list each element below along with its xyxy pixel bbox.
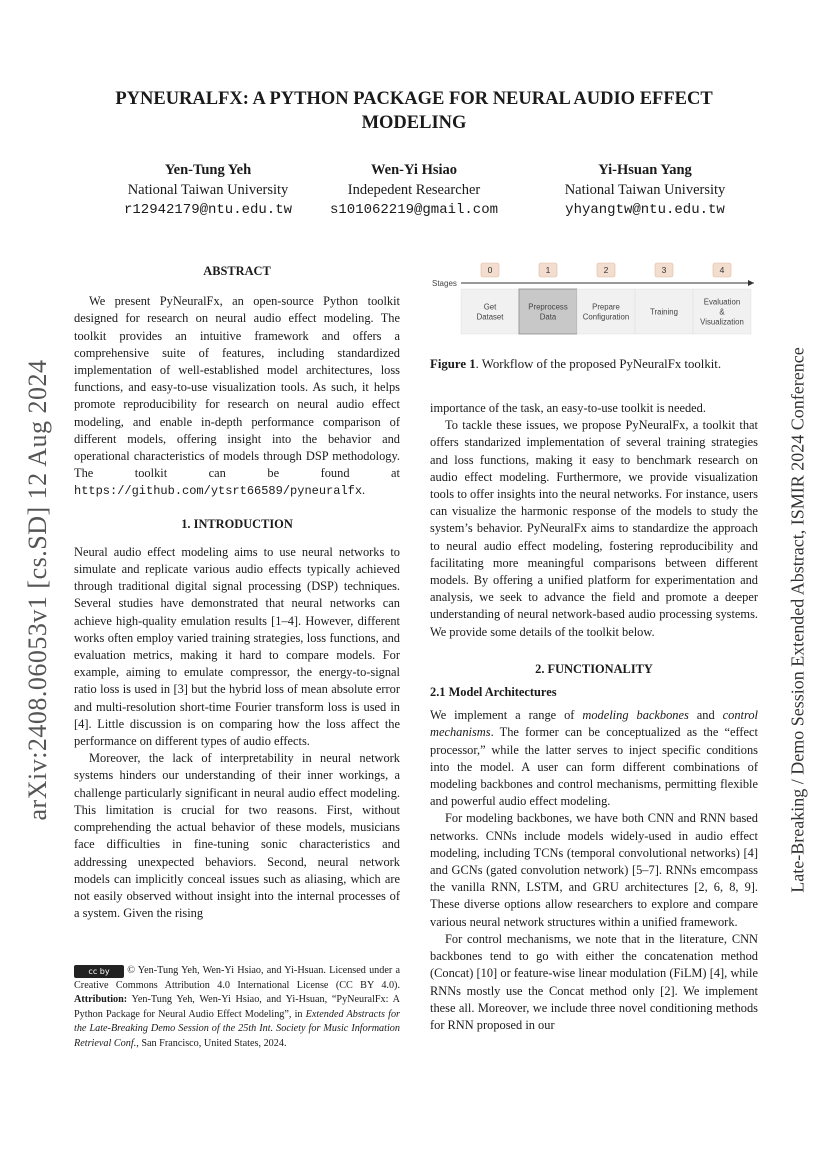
stage-2-label: Prepare Configuration <box>582 302 630 322</box>
intro-paragraph-2: Moreover, the lack of interpretability in neural network systems hinders our understanding of their inner workings, a challenge particularly significant in neural audio effect modeling. This limitation is crucial for two reasons. First, without comprehending the actual behavior of these models, musicians face difficulties in fine-tuning sonic characteristics and addressing unexpected behaviors. Second, neural network models can implicitly conceal issues such as aliasing, which are not easily observed without insight into the internal processes of a system. Given the rising <box>74 751 400 921</box>
stage-0-label: Get Dataset <box>476 302 504 322</box>
functionality-paragraph-2: For modeling backbones, we have both CNN and RNN based networks. CNNs include models widely-used in audio effect modeling, including TCNs (temporal convolutional networks) [4] and GCNs (gated convolution network) [5–7]. RNNs emcompass the vanilla RNN, LSTM, and GRU architectures [2, 6, 8, 9]. These diverse options allow researchers to explore and compare various neural network structures within a unified framework. <box>430 811 758 929</box>
paper-title: PYNEURALFX: A PYTHON PACKAGE FOR NEURAL AUDIO EFFECT MODELING <box>115 89 713 133</box>
cc-by-badge[interactable]: cc by <box>74 965 124 978</box>
stage-0-number: 0 <box>487 265 493 275</box>
stage-group <box>461 263 751 334</box>
workflow-figure <box>428 256 758 341</box>
functionality-paragraph-3: For control mechanisms, we note that in the literature, CNN backbones tend to go with either the concatenation method (Concat) [10] or feature-wise linear modulation (FiLM) [4], while RNNs mostly use the Concat method only [2]. We implement these all. Moreover, we include three novel conditioning methods for RNN proposed in our <box>430 931 758 1032</box>
stage-0-box <box>461 289 519 334</box>
stage-1-number: 1 <box>545 265 551 275</box>
github-link[interactable]: https://github.com/ytsrt66589/pyneuralfx <box>74 484 363 499</box>
venue-note: Late-Breaking / Demo Session Extended Abstract, ISMIR 2024 Conference <box>787 347 808 893</box>
author-email: s101062219@gmail.com <box>329 202 499 218</box>
stage-3-number: 3 <box>661 265 667 275</box>
workflow-diagram <box>428 256 758 341</box>
author-email: yhyangtw@ntu.edu.tw <box>565 202 725 218</box>
stage-3-label: Training <box>650 307 678 317</box>
stages-axis-label: Stages <box>432 279 457 288</box>
license-footnote: cc by © Yen-Tung Yeh, Wen-Yi Hsiao, and Yi-Hsuan. Licensed under a Creative Commons Attribution 4.0 International License (CC BY 4.0). Attribution: Yen-Tung Yeh, Wen-Yi Hsiao, and Yi-Hsuan, “PyNeuralFx: A Python Package for Neural Audio Effect Modeling”, in Extended Abstracts for the Late-Breaking Demo Session of the 25th Int. Society for Music Information Retrieval Conf., San Francisco, United States, 2024. <box>74 965 401 1049</box>
functionality-heading: 2. FUNCTIONALITY <box>535 661 653 676</box>
intro-paragraph-1: Neural audio effect modeling aims to use neural networks to simulate and replicate various audio effects typically achieved through traditional digital signal processing (DSP) techniques. Several studies have demonstrated that neural networks can achieve high-quality emulation results [1–4]. However, different works often employ varied training strategies, loss functions, and evaluation metrics, making it hard to compare models. For example, aiming to emulate compressor, the energy-to-signal ratio loss is used in [3] but the hybrid loss of mean absolute error and multi-resolution short-time Fourier transform loss is used in [4]. Little discussion is on comparing how the loss affect the performance on different types of audio effects. <box>74 544 400 749</box>
arxiv-identifier: arXiv:2408.06053v1 [cs.SD] 12 Aug 2024 <box>23 359 52 821</box>
author-affiliation: National Taiwan University <box>564 182 726 198</box>
stage-4-number: 4 <box>719 265 725 275</box>
author-email: r12942179@ntu.edu.tw <box>123 202 293 218</box>
author-name: Wen-Yi Hsiao <box>370 162 458 178</box>
abstract-heading: ABSTRACT <box>203 264 271 278</box>
functionality-paragraph-1: We implement a range of modeling backbones and control mechanisms. The former can be conceptualized as the “effect processor,” while the latter serves to inject specific conditions into the model. A user can form different combinations of modeling backbones and control mechanisms, permitting flexible and powerful audio effect modeling. <box>430 708 758 809</box>
author-name: Yen-Tung Yeh <box>164 162 252 178</box>
introduction-heading: 1. INTRODUCTION <box>181 516 293 531</box>
stage-4-label: Evaluation & Visualization <box>700 297 744 327</box>
stage-2-number: 2 <box>603 265 609 275</box>
venue-sidebar <box>780 330 816 910</box>
author-affiliation: Indepedent Researcher <box>347 182 481 198</box>
author-2 <box>314 160 514 220</box>
model-architectures-heading: 2.1 Model Architectures <box>430 685 557 700</box>
author-3 <box>540 160 750 220</box>
figure-caption: Figure 1. Workflow of the proposed PyNeuralFx toolkit. <box>430 357 722 371</box>
arxiv-identifier-sidebar <box>18 330 58 850</box>
stage-1-label: Preprocess Data <box>528 302 568 322</box>
left-column <box>74 263 400 922</box>
stage-1-box <box>519 289 577 334</box>
intro-paragraph-3: importance of the task, an easy-to-use toolkit is needed. <box>430 401 706 415</box>
right-column <box>430 400 758 1034</box>
abstract-text: We present PyNeuralFx, an open-source Python toolkit designed for research on neural audio effect modeling. The toolkit provides an intuitive framework and offers a comprehensive suite of features, including standardized implementation of well-established model architectures, loss functions, and easy-to-use visualization tools. As such, it helps promote reproducibility for research on neural audio effect modeling, and enable in-depth performance comparison of different models, offering insight into the behavior and operational characteristics of models through DSP methodology. The toolkit can be found at https://github.com/ytsrt66589/pyneuralfx. <box>74 294 400 499</box>
intro-paragraph-4: To tackle these issues, we propose PyNeuralFx, a toolkit that offers standarized implementation of several training strategies and loss functions, making it easy to benchmark research on audio effect modeling. Furthermore, we provide visualization tools to offer insights into the neural networks. For instance, users can visualize the harmonic response of the models to study the system’s behavior. PyNeuralFx aims to standardize the approach to neural audio effect modeling, fostering reproducibility and facilitating more meaningful comparisons between different models. By offering a unified platform for experimentation and analysis, we seek to advance the field and promote a deeper understanding of neural network-based audio processing systems. We provide some details of the toolkit below. <box>430 418 758 639</box>
stage-2-box <box>577 289 635 334</box>
author-1 <box>108 160 308 220</box>
author-affiliation: National Taiwan University <box>127 182 289 198</box>
author-name: Yi-Hsuan Yang <box>598 162 692 178</box>
